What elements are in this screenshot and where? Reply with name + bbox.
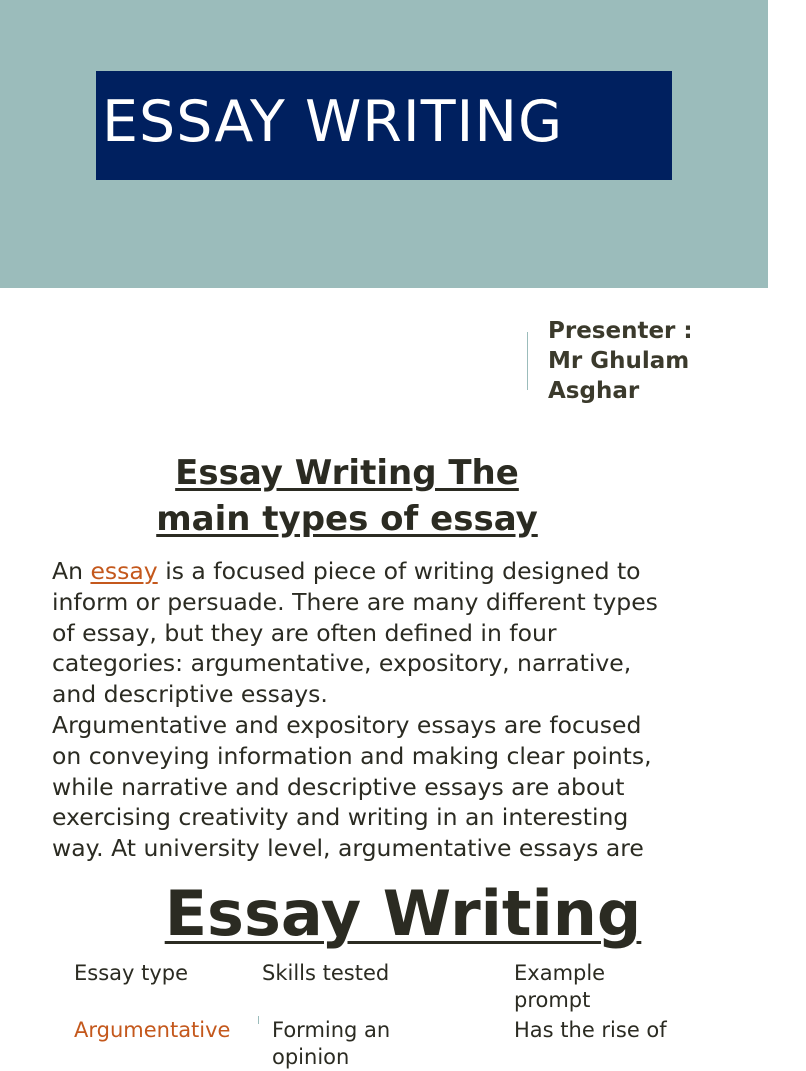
body-line: inform or persuade. There are many different types	[52, 587, 658, 616]
slide-title: ESSAY WRITING	[102, 89, 564, 155]
presenter-name-line: Mr Ghulam	[548, 348, 690, 374]
section-heading	[100, 450, 594, 542]
big-heading	[0, 874, 806, 954]
body-line: Argumentative and expository essays are focused	[52, 710, 642, 739]
table-header-example-prompt: Example prompt	[514, 961, 606, 1012]
table-cell-skills: Forming an opinion	[272, 1018, 391, 1069]
section-heading-line: main types of essay	[156, 499, 538, 539]
body-line: while narrative and descriptive essays are about	[52, 772, 625, 801]
body-line: and descriptive essays.	[52, 680, 328, 709]
body-paragraph	[52, 556, 732, 864]
presenter-info	[548, 316, 748, 406]
table-header-essay-type: Essay type	[74, 961, 189, 985]
presenter-label: Presenter :	[548, 318, 693, 344]
big-heading-text: Essay Writing	[164, 877, 642, 950]
essay-link[interactable]: essay	[90, 557, 158, 585]
table-cell-prompt: Has the rise of	[514, 1018, 667, 1042]
table-column-divider	[258, 1016, 259, 1024]
body-line: exercising creativity and writing in an interesting	[52, 803, 629, 832]
body-text-fragment: An	[52, 557, 91, 585]
title-box	[96, 71, 672, 180]
body-text-fragment: is a focused piece of writing designed to	[157, 557, 641, 585]
presenter-name-line: Asghar	[548, 378, 640, 404]
body-line: categories: argumentative, expository, narrative,	[52, 649, 632, 678]
table-header-skills-tested: Skills tested	[262, 961, 390, 985]
body-line: way. At university level, argumentative essays are	[52, 834, 644, 863]
body-line: of essay, but they are often defined in four	[52, 618, 557, 647]
essay-types-table	[0, 960, 768, 1024]
body-line: on conveying information and making clear points,	[52, 741, 652, 770]
table-cell-essay-type[interactable]: Argumentative	[74, 1018, 231, 1042]
section-heading-line: Essay Writing The	[175, 453, 519, 493]
body-line	[52, 556, 732, 587]
title-banner	[0, 0, 768, 288]
presenter-divider	[527, 332, 528, 390]
